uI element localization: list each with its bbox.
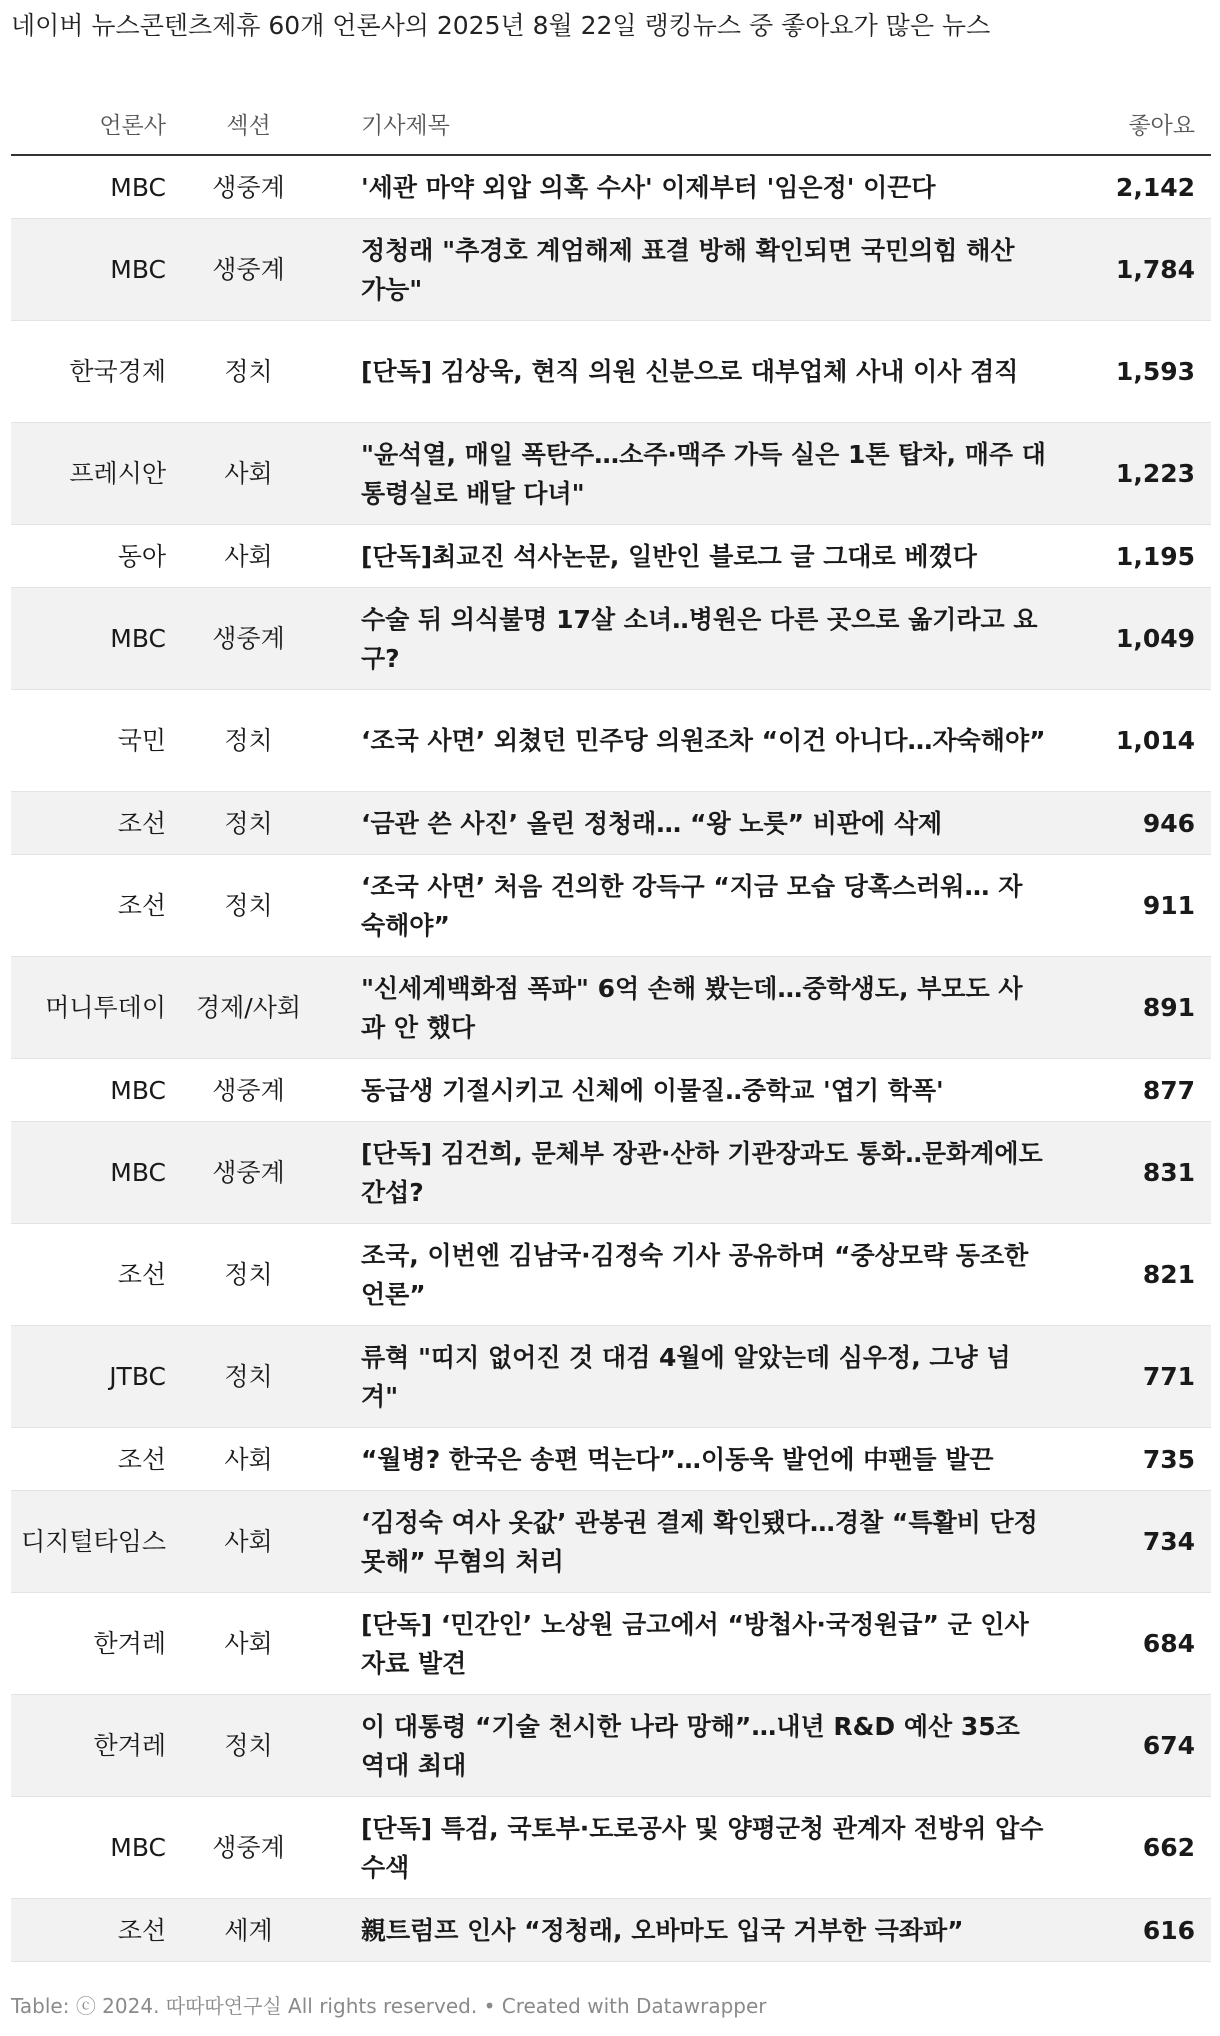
cell-headline: 동급생 기절시키고 신체에 이물질‥중학교 '엽기 학폭' <box>321 1059 1056 1122</box>
table-row <box>11 1899 1211 1962</box>
cell-section: 사회 <box>176 1593 321 1695</box>
cell-section: 세계 <box>176 1899 321 1962</box>
table-body <box>11 155 1211 1962</box>
cell-section: 정치 <box>176 1326 321 1428</box>
cell-likes: 1,784 <box>1056 219 1211 321</box>
cell-outlet: 국민 <box>11 690 176 792</box>
cell-outlet: 한국경제 <box>11 321 176 423</box>
cell-outlet: 머니투데이 <box>11 957 176 1059</box>
cell-outlet: MBC <box>11 588 176 690</box>
cell-headline: "윤석열, 매일 폭탄주…소주·맥주 가득 실은 1톤 탑차, 매주 대통령실로 배달 다녀" <box>321 423 1056 525</box>
cell-section: 생중계 <box>176 155 321 219</box>
cell-likes: 1,014 <box>1056 690 1211 792</box>
cell-section: 정치 <box>176 690 321 792</box>
table-row <box>11 1491 1211 1593</box>
cell-outlet: 한겨레 <box>11 1593 176 1695</box>
table-row <box>11 1695 1211 1797</box>
table-row <box>11 1593 1211 1695</box>
cell-headline: 조국, 이번엔 김남국·김정숙 기사 공유하며 “중상모략 동조한 언론” <box>321 1224 1056 1326</box>
cell-likes: 662 <box>1056 1797 1211 1899</box>
table-row <box>11 690 1211 792</box>
cell-likes: 616 <box>1056 1899 1211 1962</box>
cell-section: 생중계 <box>176 1122 321 1224</box>
cell-likes: 1,593 <box>1056 321 1211 423</box>
cell-headline: "신세계백화점 폭파" 6억 손해 봤는데…중학생도, 부모도 사과 안 했다 <box>321 957 1056 1059</box>
table-row <box>11 1059 1211 1122</box>
cell-likes: 891 <box>1056 957 1211 1059</box>
cell-section: 사회 <box>176 1428 321 1491</box>
cell-section: 생중계 <box>176 1797 321 1899</box>
table-row <box>11 855 1211 957</box>
cell-section: 생중계 <box>176 219 321 321</box>
table-row <box>11 588 1211 690</box>
cell-headline: 이 대통령 “기술 천시한 나라 망해”…내년 R&D 예산 35조 역대 최대 <box>321 1695 1056 1797</box>
cell-outlet: 프레시안 <box>11 423 176 525</box>
cell-outlet: MBC <box>11 155 176 219</box>
cell-likes: 1,049 <box>1056 588 1211 690</box>
cell-likes: 684 <box>1056 1593 1211 1695</box>
cell-headline: 류혁 "띠지 없어진 것 대검 4월에 알았는데 심우정, 그냥 넘겨" <box>321 1326 1056 1428</box>
cell-likes: 735 <box>1056 1428 1211 1491</box>
cell-likes: 771 <box>1056 1326 1211 1428</box>
cell-outlet: 동아 <box>11 525 176 588</box>
cell-likes: 946 <box>1056 792 1211 855</box>
cell-headline: [단독]최교진 석사논문, 일반인 블로그 글 그대로 베꼈다 <box>321 525 1056 588</box>
table-row <box>11 321 1211 423</box>
cell-likes: 674 <box>1056 1695 1211 1797</box>
header-row <box>11 92 1211 155</box>
cell-outlet: 조선 <box>11 1224 176 1326</box>
cell-headline: '세관 마약 외압 의혹 수사' 이제부터 '임은정' 이끈다 <box>321 155 1056 219</box>
cell-outlet: 조선 <box>11 792 176 855</box>
ranking-table-wrapper <box>11 92 1211 1962</box>
cell-section: 경제/사회 <box>176 957 321 1059</box>
cell-headline: [단독] 김건희, 문체부 장관·산하 기관장과도 통화‥문화계에도 간섭? <box>321 1122 1056 1224</box>
cell-section: 정치 <box>176 792 321 855</box>
cell-headline: 수술 뒤 의식불명 17살 소녀‥병원은 다른 곳으로 옮기라고 요구? <box>321 588 1056 690</box>
table-row <box>11 1326 1211 1428</box>
cell-likes: 911 <box>1056 855 1211 957</box>
table-row <box>11 957 1211 1059</box>
table-row <box>11 1797 1211 1899</box>
table-row <box>11 423 1211 525</box>
cell-headline: [단독] 특검, 국토부·도로공사 및 양평군청 관계자 전방위 압수수색 <box>321 1797 1056 1899</box>
cell-likes: 734 <box>1056 1491 1211 1593</box>
cell-headline: ‘조국 사면’ 외쳤던 민주당 의원조차 “이건 아니다…자숙해야” <box>321 690 1056 792</box>
cell-section: 사회 <box>176 1491 321 1593</box>
table-row <box>11 525 1211 588</box>
cell-headline: ‘김정숙 여사 옷값’ 관봉권 결제 확인됐다…경찰 “특활비 단정 못해” 무혐의 처리 <box>321 1491 1056 1593</box>
cell-headline: 정청래 "추경호 계엄해제 표결 방해 확인되면 국민의힘 해산 가능" <box>321 219 1056 321</box>
table-row <box>11 1224 1211 1326</box>
cell-likes: 821 <box>1056 1224 1211 1326</box>
table-header <box>11 92 1211 155</box>
cell-section: 정치 <box>176 1224 321 1326</box>
cell-outlet: JTBC <box>11 1326 176 1428</box>
cell-outlet: 조선 <box>11 855 176 957</box>
cell-outlet: 조선 <box>11 1428 176 1491</box>
cell-outlet: 조선 <box>11 1899 176 1962</box>
cell-section: 정치 <box>176 321 321 423</box>
cell-headline: 親트럼프 인사 “정청래, 오바마도 입국 거부한 극좌파” <box>321 1899 1056 1962</box>
ranking-table <box>11 92 1211 1962</box>
cell-section: 정치 <box>176 1695 321 1797</box>
column-header-headline[interactable]: 기사제목 <box>321 92 1056 155</box>
cell-section: 생중계 <box>176 1059 321 1122</box>
cell-section: 사회 <box>176 423 321 525</box>
table-row <box>11 1122 1211 1224</box>
cell-headline: [단독] ‘민간인’ 노상원 금고에서 “방첩사·국정원급” 군 인사 자료 발견 <box>321 1593 1056 1695</box>
cell-section: 정치 <box>176 855 321 957</box>
cell-headline: [단독] 김상욱, 현직 의원 신분으로 대부업체 사내 이사 겸직 <box>321 321 1056 423</box>
table-row <box>11 1428 1211 1491</box>
cell-outlet: MBC <box>11 1059 176 1122</box>
cell-section: 사회 <box>176 525 321 588</box>
table-title: 네이버 뉴스콘텐츠제휴 60개 언론사의 2025년 8월 22일 랭킹뉴스 중 좋아요가 많은 뉴스 <box>11 11 991 40</box>
column-header-section[interactable]: 섹션 <box>176 92 321 155</box>
cell-headline: ‘조국 사면’ 처음 건의한 강득구 “지금 모습 당혹스러워… 자숙해야” <box>321 855 1056 957</box>
cell-headline: ‘금관 쓴 사진’ 올린 정청래… “왕 노릇” 비판에 삭제 <box>321 792 1056 855</box>
cell-section: 생중계 <box>176 588 321 690</box>
cell-likes: 1,223 <box>1056 423 1211 525</box>
column-header-likes[interactable]: 좋아요 <box>1056 92 1211 155</box>
cell-likes: 2,142 <box>1056 155 1211 219</box>
column-header-outlet[interactable]: 언론사 <box>11 92 176 155</box>
table-row <box>11 219 1211 321</box>
table-row <box>11 155 1211 219</box>
cell-outlet: MBC <box>11 1797 176 1899</box>
cell-outlet: MBC <box>11 1122 176 1224</box>
cell-outlet: 한겨레 <box>11 1695 176 1797</box>
cell-likes: 1,195 <box>1056 525 1211 588</box>
cell-outlet: MBC <box>11 219 176 321</box>
cell-likes: 831 <box>1056 1122 1211 1224</box>
cell-likes: 877 <box>1056 1059 1211 1122</box>
table-footer-credit: Table: ⓒ 2024. 따따따연구실 All rights reserved. • Created with Datawrapper <box>11 1994 767 2018</box>
cell-headline: “월병? 한국은 송편 먹는다”…이동욱 발언에 中팬들 발끈 <box>321 1428 1056 1491</box>
table-row <box>11 792 1211 855</box>
cell-outlet: 디지털타임스 <box>11 1491 176 1593</box>
